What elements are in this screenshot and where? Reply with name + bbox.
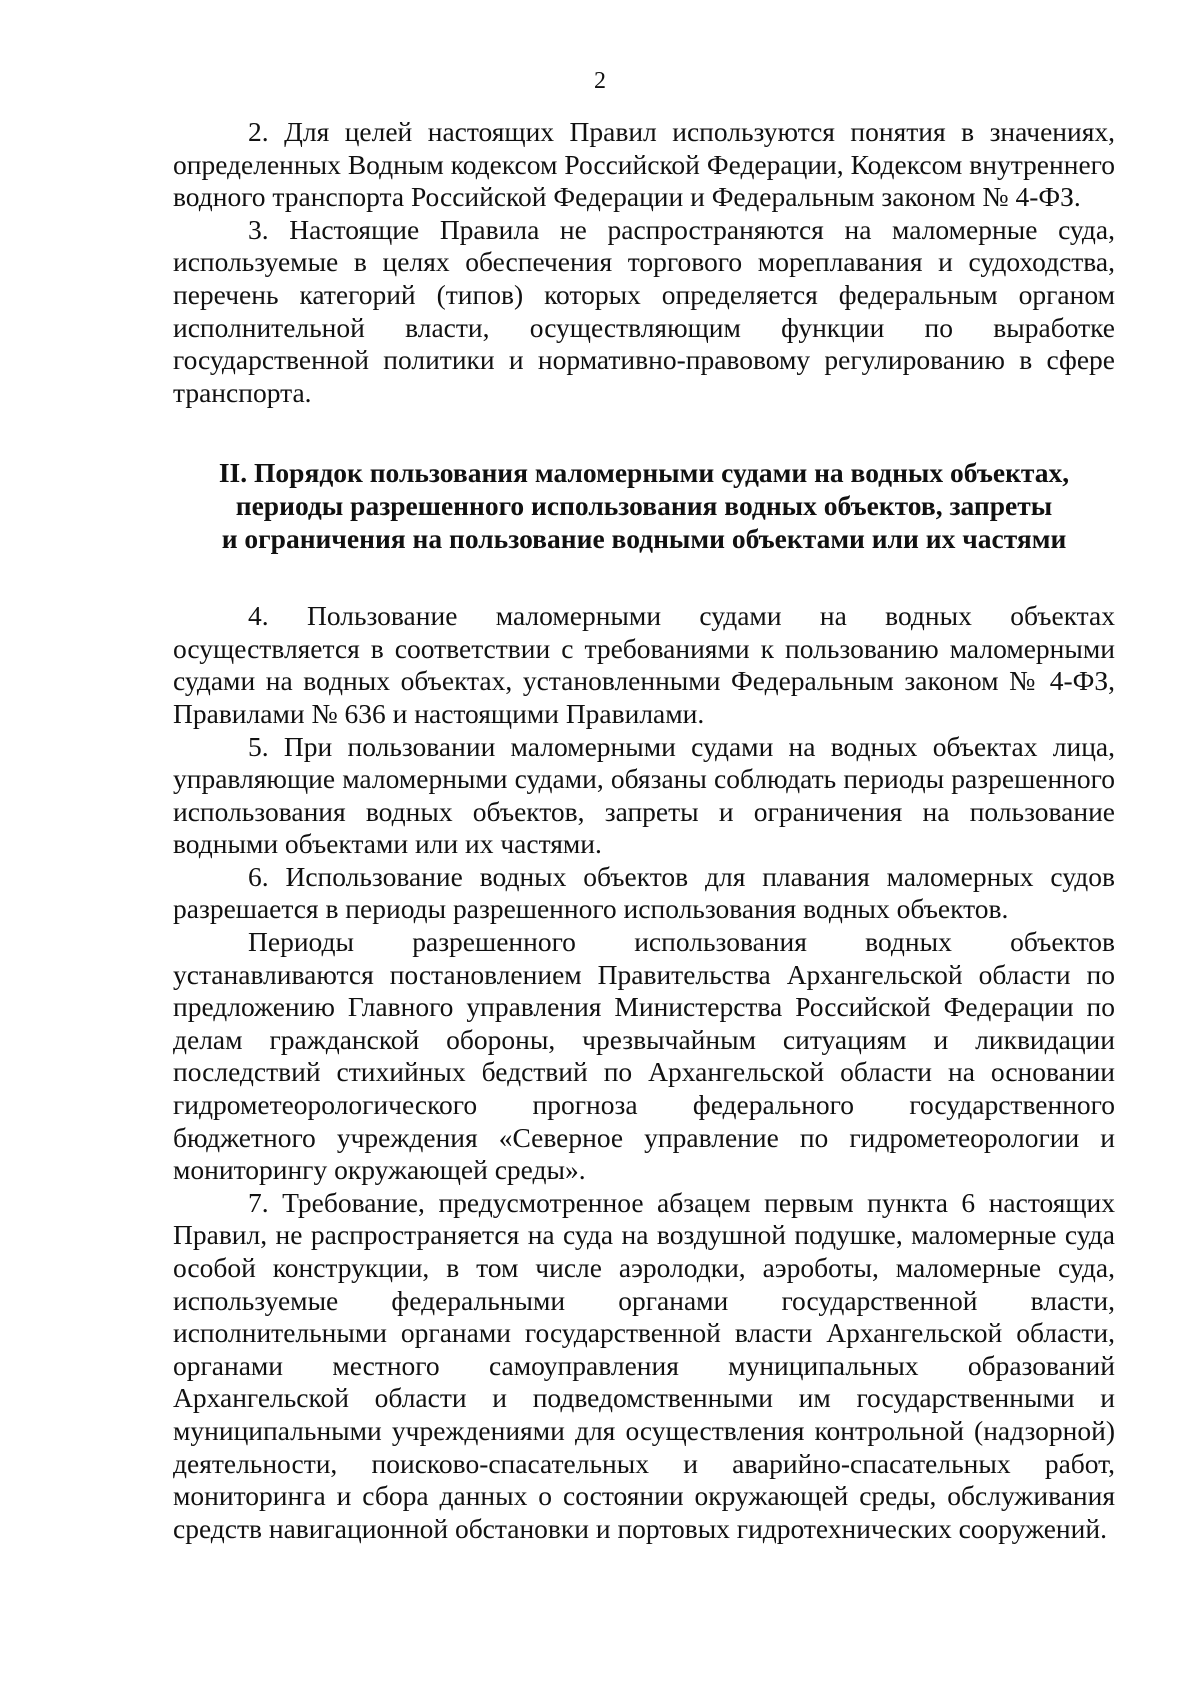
paragraph-item-6-periods: Периоды разрешенного использования водных объектов устанавливаются постановлением Правительства Архангельской области по предложению Главного управления Министерства Российской Федерации по делам гражданской обороны, чрезвычайным ситуациям и ликвидации последствий стихийных бедствий по Архангельской области на основании гидрометеорологического прогноза федерального государственного бюджетного учреждения «Северное управление по гидрометеорологии и мониторингу окружающей среды». [173,926,1115,1186]
paragraph-item-6: 6. Использование водных объектов для плавания маломерных судов разрешается в периоды разрешенного использования водных объектов. [173,860,1115,925]
section-heading-line: II. Порядок пользования маломерными судами на водных объектах, [218,457,1070,489]
document-body [173,116,1115,1545]
page-number: 2 [594,68,606,94]
section-heading [173,457,1115,555]
section-heading-line: и ограничения на пользование водными объектами или их частями [221,522,1067,554]
section-heading-line: периоды разрешенного использования водных объектов, запреты [235,489,1053,521]
paragraph-item-7: 7. Требование, предусмотренное абзацем первым пункта 6 настоящих Правил, не распространяется на суда на воздушной подушке, маломерные суда особой конструкции, в том числе аэролодки, аэроботы, маломерные суда, используемые федеральными органами государственной власти, исполнительными органами государственной власти Архангельской области, органами местного самоуправления муниципальных образований Архангельской области и подведомственными им государственными и муниципальными учреждениями для осуществления контрольной (надзорной) деятельности, поисково-спасательных и аварийно-спасательных работ, мониторинга и сбора данных о состоянии окружающей среды, обслуживания средств навигационной обстановки и портовых гидротехнических сооружений. [173,1186,1115,1544]
paragraph-item-4: 4. Пользование маломерными судами на водных объектах осуществляется в соответствии с требованиями к пользованию маломерными судами на водных объектах, установленными Федеральным законом № 4-ФЗ, Правилами № 636 и настоящими Правилами. [173,600,1115,729]
paragraph-item-2: 2. Для целей настоящих Правил используются понятия в значениях, определенных Водным кодексом Российской Федерации, Кодексом внутреннего водного транспорта Российской Федерации и Федеральным законом № 4-ФЗ. [173,116,1115,213]
paragraph-item-5: 5. При пользовании маломерными судами на водных объектах лица, управляющие маломерными судами, обязаны соблюдать периоды разрешенного использования водных объектов, запреты и ограничения на пользование водными объектами или их частями. [173,730,1115,860]
paragraph-item-3: 3. Настоящие Правила не распространяются на маломерные суда, используемые в целях обеспечения торгового мореплавания и судоходства, перечень категорий (типов) которых определяется федеральным органом исполнительной власти, осуществляющим функции по выработке государственной политики и нормативно-правовому регулированию в сфере транспорта. [173,213,1115,408]
